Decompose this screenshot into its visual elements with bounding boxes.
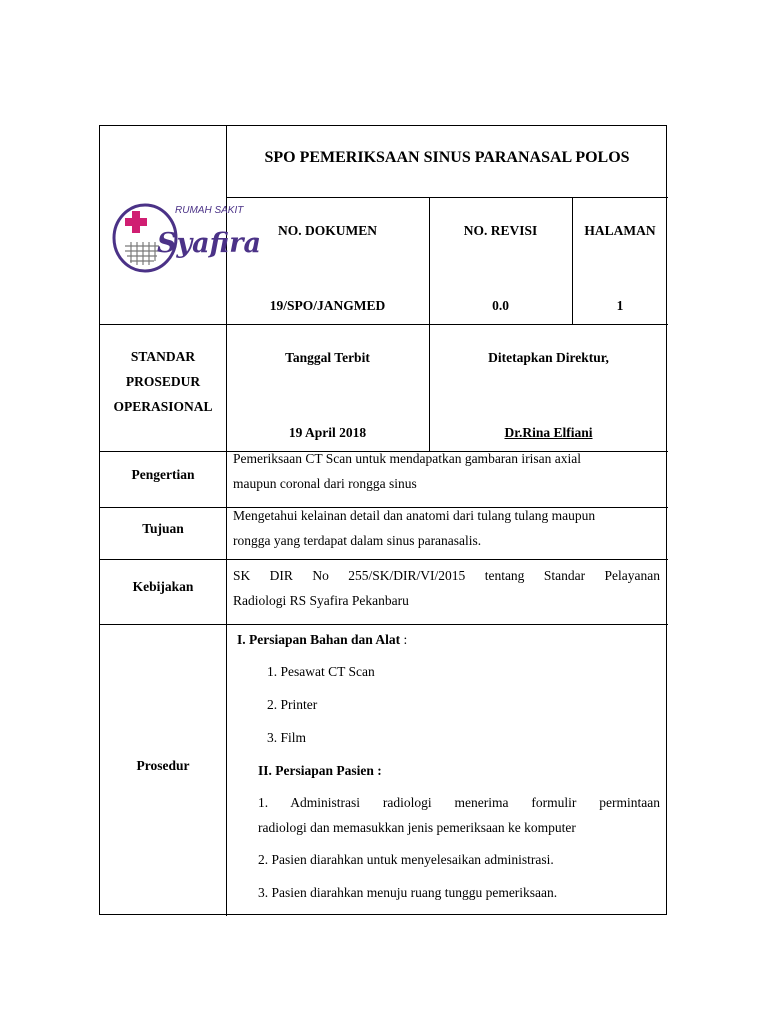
prosedur-part2-item-2: 2. Pasien diarahkan untuk menyelesaikan administrasi. xyxy=(258,852,554,867)
row-divider xyxy=(100,324,668,325)
prosedur-part2-item-3: 3. Pasien diarahkan menuju ruang tunggu pemeriksaan. xyxy=(258,885,558,900)
pengertian-text xyxy=(233,446,663,496)
row-divider xyxy=(100,624,668,625)
sop-label-line-2: PROSEDUR xyxy=(125,374,201,389)
page-value: 1 xyxy=(616,298,624,313)
kebijakan-line-2: Radiologi RS Syafira Pekanbaru xyxy=(233,593,409,608)
prosedur-label: Prosedur xyxy=(136,758,190,773)
prosedur-part1-title: I. Persiapan Bahan dan Alat xyxy=(237,632,401,647)
kebijakan-text xyxy=(233,563,660,613)
approved-by-label: Ditetapkan Direktur, xyxy=(488,350,609,365)
svg-text:Syafira: Syafira xyxy=(157,228,262,259)
pengertian-line-1: Pemeriksaan CT Scan untuk mendapatkan gambaran irisan axial xyxy=(233,451,582,466)
revision-value: 0.0 xyxy=(492,298,509,313)
spo-document-table xyxy=(99,125,667,915)
tujuan-label: Tujuan xyxy=(142,521,184,536)
prosedur-part1-item-1: 1. Pesawat CT Scan xyxy=(267,664,375,679)
prosedur-part2-item-1-line-1: 1. Administrasi radiologi menerima formulir permintaan xyxy=(258,795,660,810)
row-divider xyxy=(100,559,668,560)
hospital-logo xyxy=(111,200,262,278)
pengertian-label: Pengertian xyxy=(131,467,195,482)
svg-text:RUMAH SAKIT: RUMAH SAKIT xyxy=(175,205,244,216)
revision-label: NO. REVISI xyxy=(463,223,538,238)
director-name: Dr.Rina Elfiani xyxy=(504,425,593,440)
issue-date-value: 19 April 2018 xyxy=(288,425,367,440)
sop-label-line-1: STANDAR xyxy=(130,349,196,364)
tujuan-line-1: Mengetahui kelainan detail dan anatomi dari tulang tulang maupun xyxy=(233,508,596,523)
prosedur-part1-item-3: 3. Film xyxy=(267,730,307,745)
doc-number-label: NO. DOKUMEN xyxy=(278,223,377,238)
row-divider xyxy=(226,197,668,198)
prosedur-part1-heading xyxy=(237,632,407,648)
kebijakan-label: Kebijakan xyxy=(132,579,194,594)
sop-label-line-3: OPERASIONAL xyxy=(113,399,213,414)
page-label: HALAMAN xyxy=(584,223,656,238)
doc-number-value: 19/SPO/JANGMED xyxy=(269,298,386,313)
document-title: SPO PEMERIKSAAN SINUS PARANASAL POLOS xyxy=(264,149,630,166)
prosedur-part1-colon: : xyxy=(400,632,408,647)
prosedur-part2-heading: II. Persiapan Pasien : xyxy=(258,763,382,778)
prosedur-part2-item-1 xyxy=(258,790,660,840)
tujuan-text xyxy=(233,503,663,553)
pengertian-line-2: maupun coronal dari rongga sinus xyxy=(233,476,417,491)
prosedur-part1-item-2: 2. Printer xyxy=(267,697,318,712)
tujuan-line-2: rongga yang terdapat dalam sinus paranasalis. xyxy=(233,533,482,548)
kebijakan-line-1: SK DIR No 255/SK/DIR/VI/2015 tentang Standar Pelayanan xyxy=(233,568,660,583)
issue-date-label: Tanggal Terbit xyxy=(285,350,370,365)
prosedur-part2-item-1-line-2: radiologi dan memasukkan jenis pemeriksaan ke komputer xyxy=(258,820,576,835)
